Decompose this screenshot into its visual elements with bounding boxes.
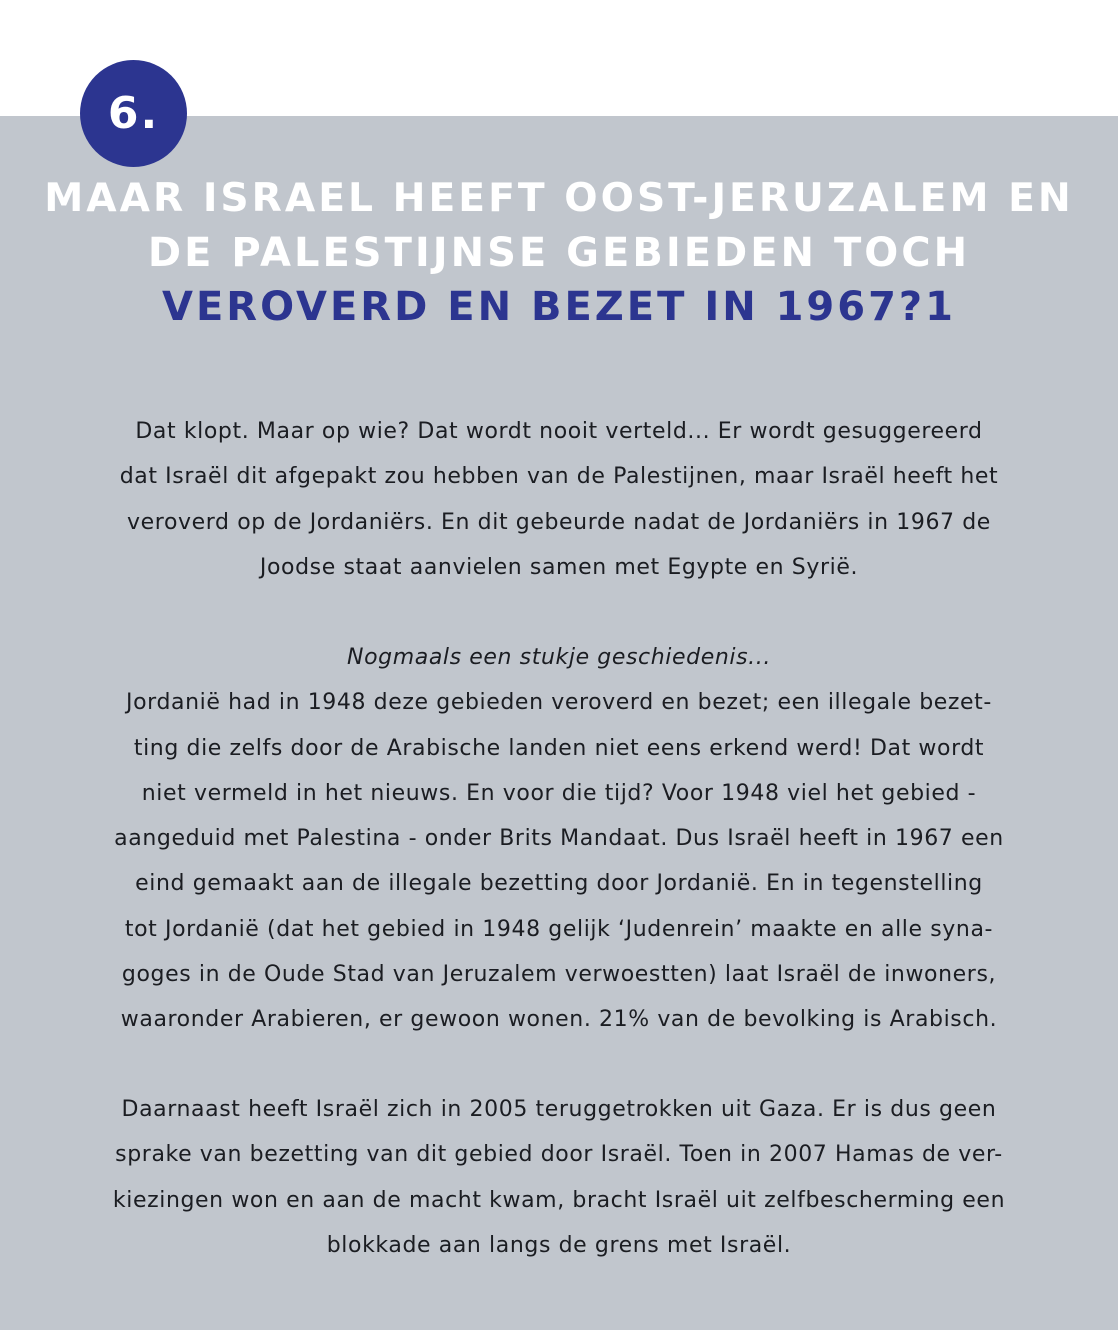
title-line-2: DE PALESTIJNSE GEBIEDEN TOCH [147, 230, 971, 276]
text-line: kiezingen won en aan de macht kwam, bracht Israël uit zelfbescherming een [112, 1187, 1006, 1213]
text-line: Joodse staat aanvielen samen met Egypte en Syrië. [259, 554, 859, 580]
paragraph-gaza [60, 1087, 1058, 1268]
paragraph-history [60, 635, 1058, 1043]
text-line: niet vermeld in het nieuws. En voor die tijd? Voor 1948 viel het gebied - [141, 780, 977, 806]
page-title [40, 172, 1078, 334]
text-line: dat Israël dit afgepakt zou hebben van de Palestijnen, maar Israël heeft het [119, 464, 999, 490]
text-line: Jordanië had in 1948 deze gebieden veroverd en bezet; een illegale bezet- [126, 690, 992, 716]
text-line: tot Jordanië (dat het gebied in 1948 gelijk ‘Judenrein’ maakte en alle syna- [124, 916, 994, 942]
text-line: waaronder Arabieren, er gewoon wonen. 21% van de bevolking is Arabisch. [120, 1007, 998, 1033]
text-line: ting die zelfs door de Arabische landen niet eens erkend werd! Dat wordt [133, 735, 985, 761]
paragraph-intro [60, 409, 1058, 590]
history-subheading: Nogmaals een stukje geschiedenis... [347, 645, 771, 670]
text-line: goges in de Oude Stad van Jeruzalem verwoestten) laat Israël de inwoners, [121, 962, 997, 988]
text-line: veroverd op de Jordaniërs. En dit gebeurde nadat de Jordaniërs in 1967 de [127, 509, 991, 535]
title-line-1: MAAR ISRAEL HEEFT OOST-JERUZALEM EN [44, 176, 1074, 221]
text-line: blokkade aan langs de grens met Israël. [326, 1232, 792, 1258]
text-line: sprake van bezetting van dit gebied door Israël. Toen in 2007 Hamas de ver- [115, 1142, 1003, 1168]
section-number-badge: 6. [80, 60, 187, 167]
text-line: Dat klopt. Maar op wie? Dat wordt nooit verteld... Er wordt gesuggereerd [135, 419, 983, 444]
text-line: Daarnaast heeft Israël zich in 2005 teruggetrokken uit Gaza. Er is dus geen [121, 1097, 997, 1122]
text-line: aangeduid met Palestina - onder Brits Mandaat. Dus Israël heeft in 1967 een [114, 826, 1004, 852]
text-line: eind gemaakt aan de illegale bezetting door Jordanië. En in tegenstelling [135, 871, 983, 897]
title-line-3-highlight: VEROVERD EN BEZET IN 1967?1 [162, 284, 956, 330]
